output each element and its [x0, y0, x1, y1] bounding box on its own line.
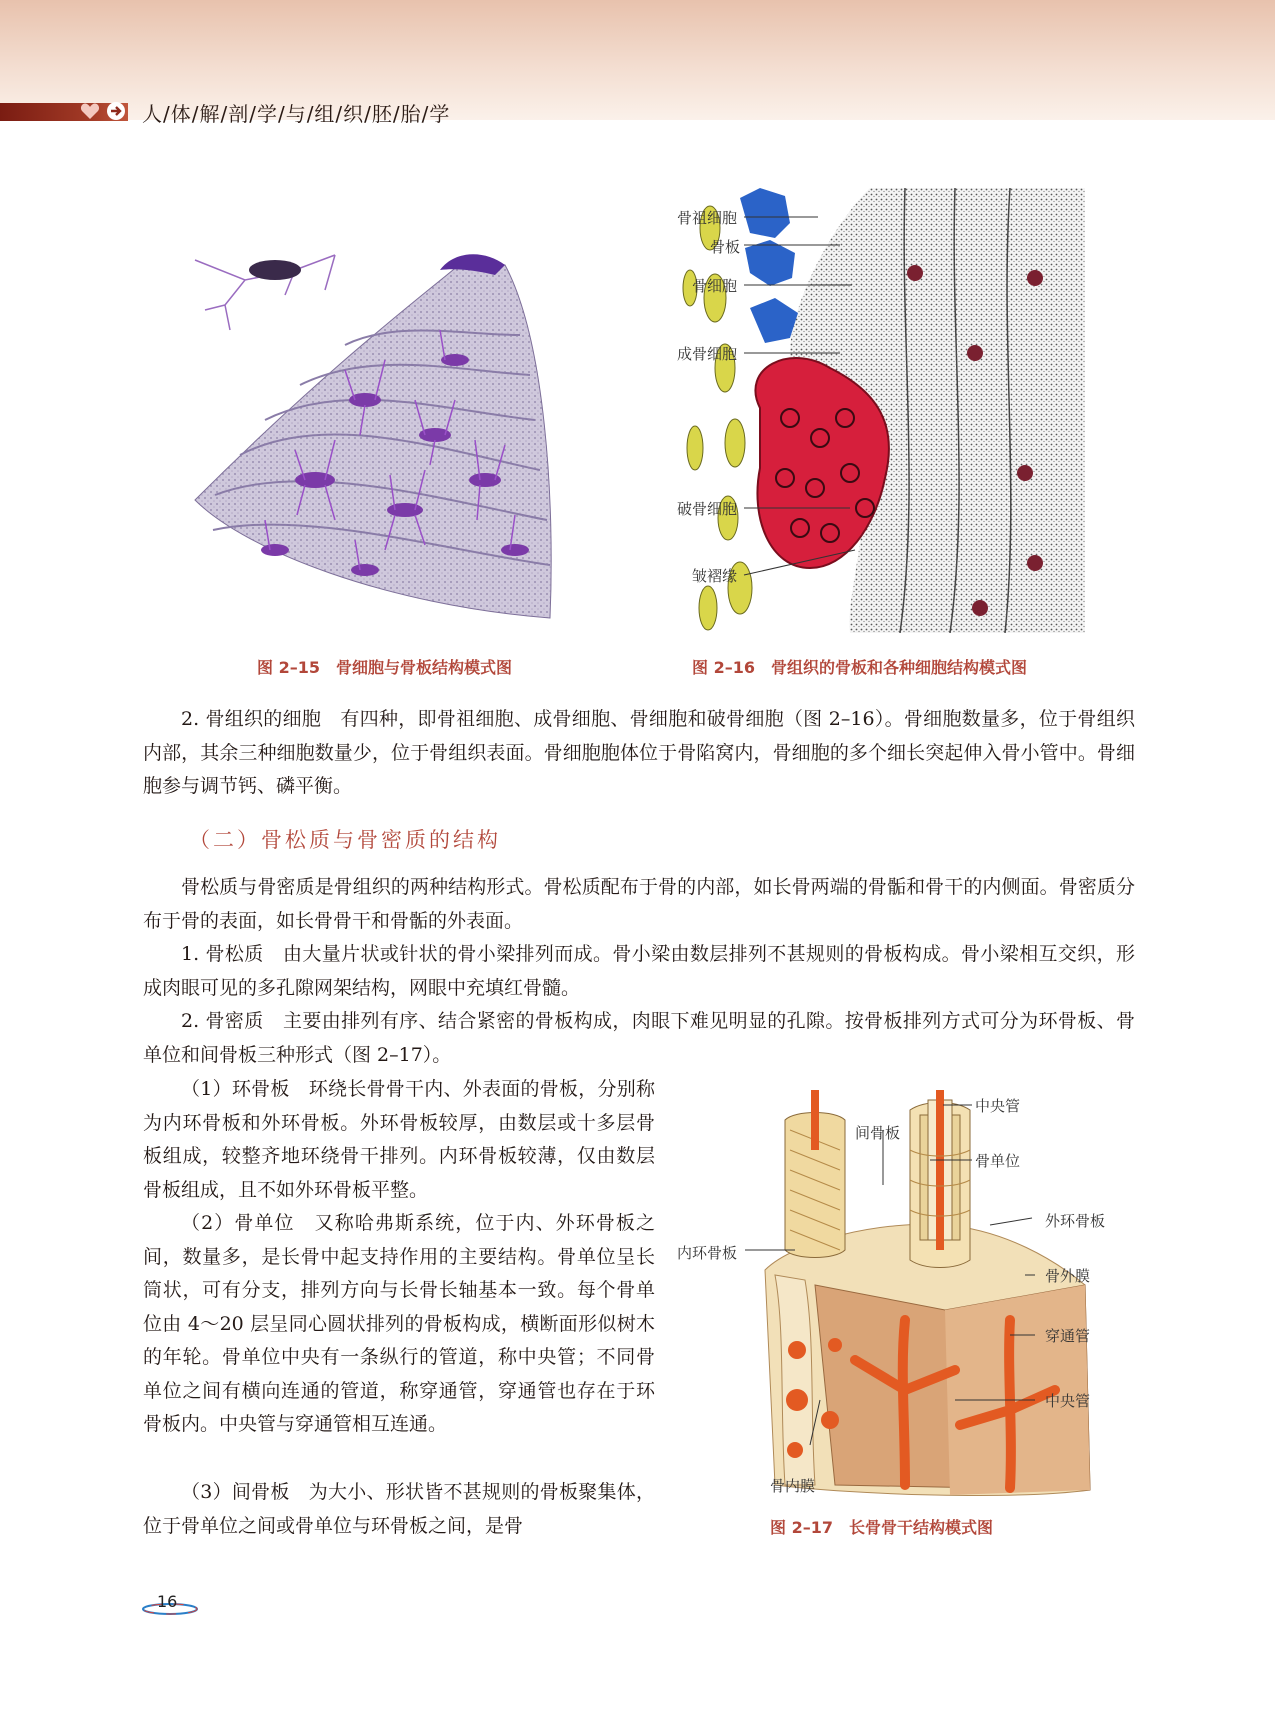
figure-2-16-caption: 图 2–16 骨组织的骨板和各种细胞结构模式图 [692, 658, 1027, 677]
paragraph-circumferential-lamellae: （1）环骨板 环绕长骨骨干内、外表面的骨板，分别称为内环骨板和外环骨板。外环骨板较厚，由数层或十多层骨板组成，较整齐地环绕骨干排列。内环骨板较薄，仅由数层骨板组成，且不如外环骨板平整。 [143, 1078, 655, 1201]
figure-2-15-caption: 图 2–15 骨细胞与骨板结构模式图 [257, 658, 512, 677]
header-icons [80, 101, 126, 121]
book-title: 人/体/解/剖/学/与/组/织/胚/胎/学 [142, 102, 451, 126]
label-osteocyte: 骨细胞 [692, 277, 738, 295]
paragraph-bone-cells: 2. 骨组织的细胞 有四种，即骨祖细胞、成骨细胞、骨细胞和破骨细胞（图 2–16）。骨细胞数量多，位于骨组织内部，其余三种细胞数量少，位于骨组织表面。骨细胞胞体位于骨陷窝内，骨细胞的多个细长突起伸入骨小管中。骨细胞参与调节钙、磷平衡。 [143, 708, 1135, 797]
heart-icon [80, 102, 100, 120]
label-periosteum: 骨外膜 [1045, 1267, 1091, 1285]
label-osteoprogenitor-cell: 骨祖细胞 [677, 209, 738, 227]
figure-2-17-caption: 图 2–17 长骨骨干结构模式图 [770, 1518, 993, 1537]
label-central-canal-top: 中央管 [975, 1097, 1021, 1115]
label-osteoclast: 破骨细胞 [677, 500, 738, 518]
label-inner-circumferential-lamellae: 内环骨板 [677, 1244, 738, 1262]
label-osteoblast: 成骨细胞 [677, 345, 738, 363]
figure-2-15-illustration [185, 250, 575, 630]
paragraph-spongy-compact: 骨松质与骨密质是骨组织的两种结构形式。骨松质配布于骨的内部，如长骨两端的骨骺和骨干的内侧面。骨密质分布于骨的表面，如长骨骨干和骨骺的外表面。 [143, 876, 1135, 932]
label-central-canal-bottom: 中央管 [1045, 1392, 1091, 1410]
label-osteon: 骨单位 [975, 1152, 1021, 1170]
label-perforating-canal: 穿通管 [1045, 1327, 1091, 1345]
paragraph-interstitial-lamellae: （3）间骨板 为大小、形状皆不甚规则的骨板聚集体，位于骨单位之间或骨单位与环骨板之间，是骨 [143, 1481, 655, 1537]
label-endosteum: 骨内膜 [770, 1477, 816, 1495]
figure-2-16-leader-lines [740, 200, 860, 600]
section-title: （二）骨松质与骨密质的结构 [189, 828, 501, 852]
arrow-circle-icon [106, 101, 126, 121]
label-interstitial-lamellae: 间骨板 [855, 1124, 901, 1142]
label-outer-circumferential-lamellae: 外环骨板 [1045, 1212, 1106, 1230]
paragraph-compact-bone: 2. 骨密质 主要由排列有序、结合紧密的骨板构成，肉眼下难见明显的孔隙。按骨板排列方式可分为环骨板、骨单位和间骨板三种形式（图 2–17）。 [143, 1010, 1135, 1066]
paragraph-spongy-bone: 1. 骨松质 由大量片状或针状的骨小梁排列而成。骨小梁由数层排列不甚规则的骨板构成。骨小梁相互交织，形成肉眼可见的多孔隙网架结构，网眼中充填红骨髓。 [143, 943, 1135, 999]
page-number: 16 [157, 1592, 178, 1611]
label-ruffled-border: 皱褶缘 [692, 567, 738, 585]
label-bone-lamella: 骨板 [710, 238, 741, 256]
paragraph-osteon: （2）骨单位 又称哈弗斯系统，位于内、外环骨板之间，数量多，是长骨中起支持作用的主要结构。骨单位呈长筒状，可有分支，排列方向与长骨长轴基本一致。每个骨单位由 4～20 层呈同心圆状排列的骨板构成，横断面形似树木的年轮。骨单位中央有一条纵行的管道，称中央管；不同骨单位之间有横向连通的管道，称穿通管，穿通管也存在于环骨板内。中央管与穿通管相互连通。 [143, 1212, 655, 1435]
